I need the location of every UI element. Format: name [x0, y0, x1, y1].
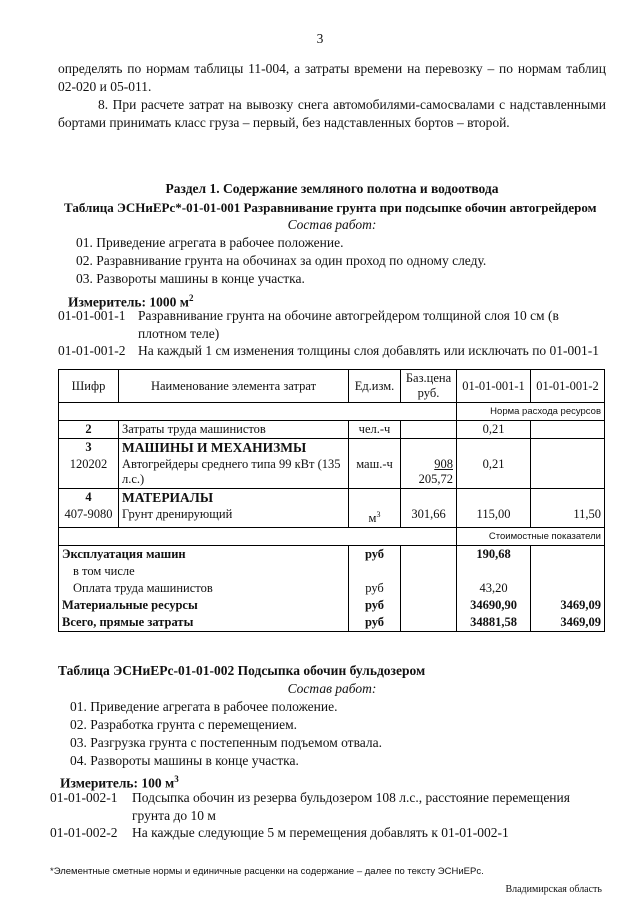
table1-title: Таблица ЭСНиЕРс*-01-01-001 Разравнивание грунта при подсыпке обочин автогрейдером [64, 200, 597, 215]
page-number: 3 [316, 31, 324, 46]
table2-norm: 01-01-002-1 Подсыпка обочин из резерва бульдозером 108 л.с., расстояние перемещения грунта до 10 м [50, 790, 570, 823]
table-row: Эксплуатация машин руб 190,68 [59, 546, 605, 564]
table2-norm: 01-01-002-2 На каждые следующие 5 м перемещения добавлять к 01-01-002-1 [50, 825, 509, 840]
subhead-norm: Норма расхода ресурсов [457, 403, 605, 421]
header-col2: 01-01-001-2 [531, 370, 605, 403]
subhead-cost: Стоимостные показатели [457, 528, 605, 546]
table2-work-item: 03. Разгрузка грунта с постепенным подъемом отвала. [70, 735, 382, 750]
resource-table [58, 369, 605, 632]
table2-work-item: 01. Приведение агрегата в рабочее положение. [70, 699, 338, 714]
footnote: *Элементные сметные нормы и единичные расценки на содержание – далее по тексту ЭСНиЕРс. [50, 866, 484, 877]
table1-work-item: 02. Разравнивание грунта на обочинах за один проход по одному следу. [76, 253, 487, 268]
table2-work-title: Состав работ: [287, 681, 377, 696]
intro-paragraph-1: определять по нормам таблицы 11-004, а затраты времени на перевозку – по нормам таблиц 02-020 и 05-011. [58, 61, 606, 94]
table-row: 2 Затраты труда машинистов чел.-ч 0,21 [59, 421, 605, 439]
header-col1: 01-01-001-1 [457, 370, 531, 403]
table1-norm: 01-01-001-1 Разравнивание грунта на обочине автогрейдером толщиной слоя 10 см (в плотном теле) [58, 308, 559, 341]
region-label: Владимирская область [505, 884, 602, 895]
header-price: Баз.цена руб. [401, 370, 457, 403]
header-name: Наименование элемента затрат [119, 370, 349, 403]
header-unit: Ед.изм. [349, 370, 401, 403]
table1-work-item: 01. Приведение агрегата в рабочее положение. [76, 235, 344, 250]
table-row: 407-9080 Грунт дренирующий $м^3$ 301,66 115,00 11,50 [59, 506, 605, 528]
table1-norm: 01-01-001-2 На каждый 1 см изменения толщины слоя добавлять или исключать по 01-001-1 [58, 343, 600, 358]
table-row: Материальные ресурсы руб 34690,90 3469,09 [59, 597, 605, 614]
section-title: Раздел 1. Содержание земляного полотна и водоотвода [165, 181, 499, 196]
table-row: 3 МАШИНЫ И МЕХАНИЗМЫ [59, 439, 605, 457]
table-row: 4 МАТЕРИАЛЫ [59, 489, 605, 507]
table-row: Оплата труда машинистов руб 43,20 [59, 580, 605, 597]
table2-title: Таблица ЭСНиЕРс-01-01-002 Подсыпка обочин бульдозером [58, 663, 426, 678]
table-row: Всего, прямые затраты руб 34881,58 3469,09 [59, 614, 605, 632]
table-row: в том числе [59, 563, 605, 580]
table1-work-item: 03. Развороты машины в конце участка. [76, 271, 305, 286]
table1-meter: Измеритель: 1000 $м^2$ [68, 293, 194, 310]
table-row: 120202 Автогрейдеры среднего типа 99 кВт (135 л.с.) маш.-ч 908 205,72 0,21 [59, 456, 605, 489]
table2-work-item: 02. Разработка грунта с перемещением. [70, 717, 298, 732]
table1-work-title: Состав работ: [287, 217, 377, 232]
header-code: Шифр [59, 370, 119, 403]
table2-work-item: 04. Развороты машины в конце участка. [70, 753, 299, 768]
intro-paragraph-2: 8. При расчете затрат на вывозку снега автомобилями-самосвалами с надставленными бортами принимать класс груза – первый, без надставленных бортов – второй. [58, 97, 606, 130]
table2-meter: Измеритель: 100 $м^3$ [60, 774, 179, 791]
